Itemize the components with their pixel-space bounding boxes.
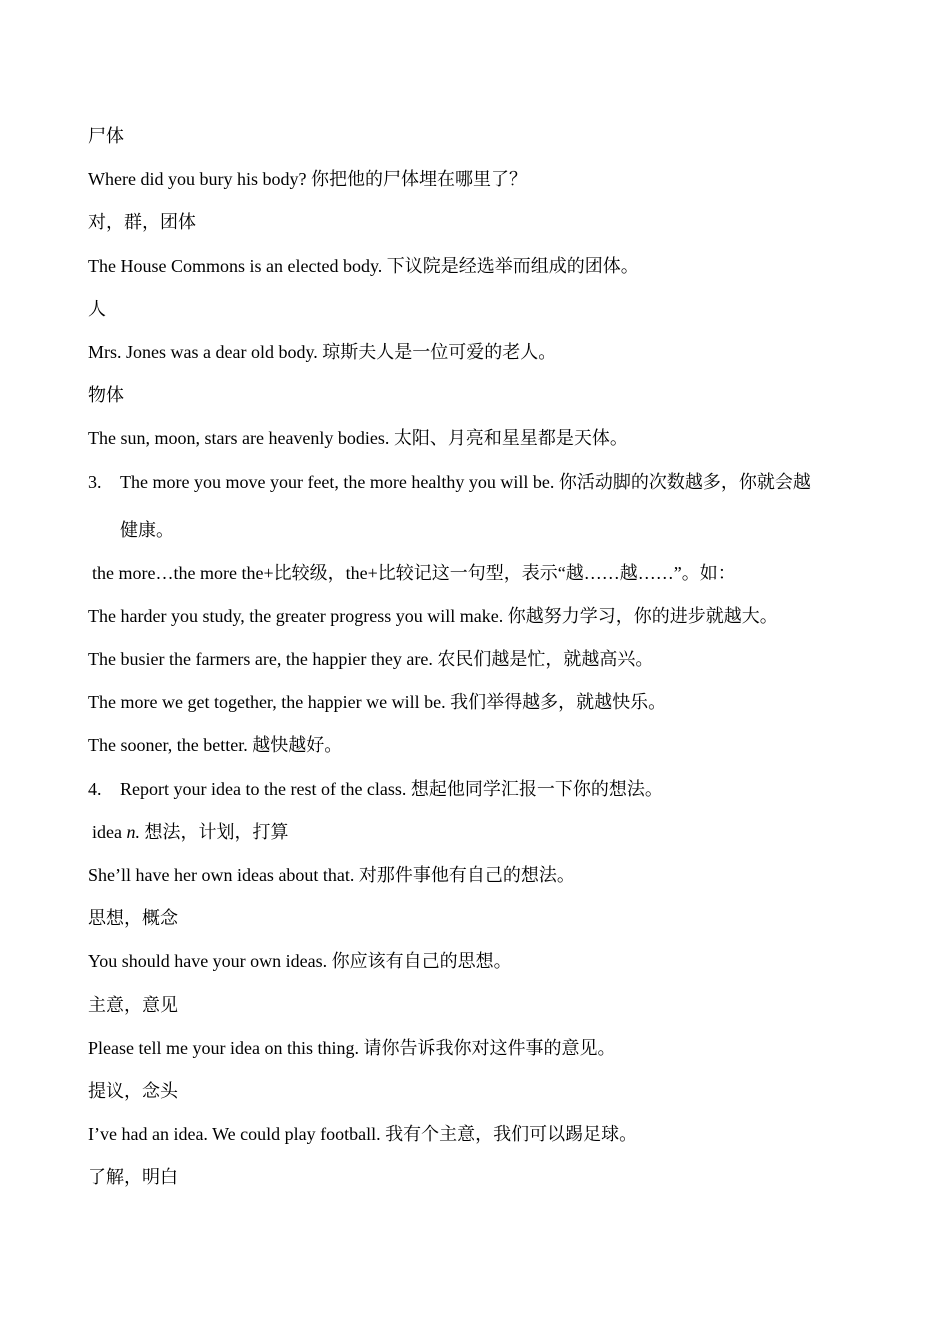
meaning-group: 对，群，团体 [88,212,196,233]
grammar-note-the-more: the more…the more the+比较级，the+比较记这一句型，表示“越……越……”。如： [92,562,736,583]
headword: idea [92,821,122,842]
example-heavenly-bodies: The sun, moon, stars are heavenly bodies. 太阳、月亮和星星都是天体。 [88,428,628,449]
example-own-ideas: You should have your own ideas. 你应该有自己的思想。 [88,951,512,972]
item4-text: Report your idea to the rest of the class. 想起他同学汇报一下你的想法。 [120,778,663,799]
example-busier-farmers: The busier the farmers are, the happier they are. 农民们越是忙，就越高兴。 [88,649,654,670]
meaning-object: 物体 [88,385,124,406]
vocab-entry-idea [88,818,878,861]
example-tell-idea: Please tell me your idea on this thing. 请你告诉我你对这件事的意见。 [88,1037,616,1058]
meaning-suggestion: 提议，念头 [88,1080,178,1101]
example-play-football: I’ve had an idea. We could play football. 我有个主意，我们可以踢足球。 [88,1124,638,1145]
meaning-corpse: 尸体 [88,126,124,146]
item3-line-a: The more you move your feet, the more healthy you will be. 你活动脚的次数越多，你就会越 [120,471,811,492]
example-harder-study: The harder you study, the greater progress you will make. 你越努力学习，你的进步就越大。 [88,605,778,626]
list-item-4 [88,775,878,803]
part-of-speech: n. [126,821,140,842]
meaning-thought: 思想，概念 [88,908,178,929]
item3-line-b: 健康。 [120,519,174,540]
meaning-opinion: 主意，意见 [88,994,178,1015]
example-bury-body: Where did you bury his body? 你把他的尸体埋在哪里了？ [88,169,527,190]
example-mrs-jones: Mrs. Jones was a dear old body. 琼斯夫人是一位可爱的老人。 [88,341,557,362]
example-get-together: The more we get together, the happier we will be. 我们举得越多，就越快乐。 [88,692,667,713]
example-sooner-better: The sooner, the better. 越快越好。 [88,735,343,756]
list-item-3 [88,468,878,544]
meaning-understand: 了解，明白 [88,1167,178,1188]
example-house-commons: The House Commons is an elected body. 下议院是经选举而组成的团体。 [88,255,639,276]
list-number: 3. [88,471,102,492]
headword-meaning: 想法，计划，打算 [144,821,289,842]
meaning-person: 人 [88,298,106,319]
list-number: 4. [88,778,102,799]
example-own-ideas-that: She’ll have her own ideas about that. 对那件事他有自己的想法。 [88,865,575,885]
document-body [88,122,878,1207]
